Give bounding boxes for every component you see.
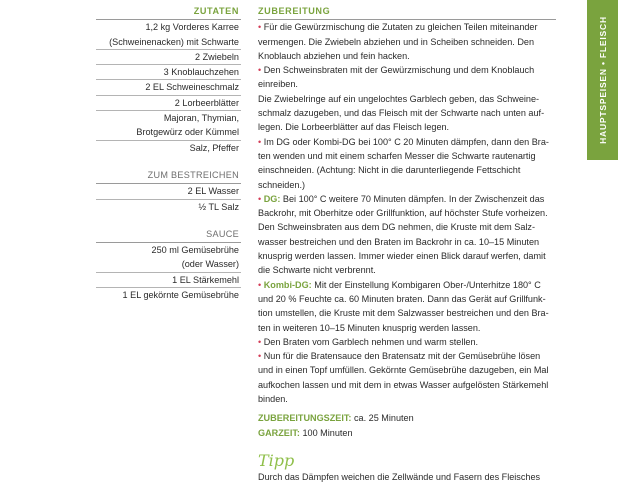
- step-paragraph: [258, 135, 556, 192]
- preparation-column: [258, 4, 556, 484]
- step-text: Nun für die Bratensauce den Bratensatz mit der Gemüsebrühe lösen und in einen Topf umfüllen. Gekörnte Gemüsebrühe dazugeben, ein Mal aufkochen lassen und mit dem in etwas Wasser aufgelösten Stärkemehl binden.: [258, 351, 549, 405]
- bullet-marker: •: [258, 351, 262, 362]
- category-side-tab: [587, 0, 618, 160]
- tip-text: Durch das Dämpfen weichen die Zellwände und Fasern des Fleisches: [258, 471, 541, 482]
- ingredient-line: (Schweinenacken) mit Schwarte: [96, 35, 241, 50]
- prep-time: [258, 411, 556, 425]
- step-paragraph: [258, 349, 556, 406]
- category-label: HAUPTSPEISEN • FLEISCH: [597, 16, 608, 144]
- preparation-heading: ZUBEREITUNG: [258, 4, 556, 20]
- step-paragraph: [258, 20, 556, 63]
- step-text: Im DG oder Kombi-DG bei 100° C 20 Minuten dämpfen, dann den Bra- ten wenden und mit einem scharfen Messer die Schwarte rautenartig einschneiden. (Achtung: Nicht in die darunterliegende Fettschicht schneiden.): [258, 136, 549, 190]
- ingredient-line: 2 EL Wasser: [96, 184, 241, 199]
- ingredient-line: 2 EL Schweineschmalz: [96, 80, 241, 95]
- ingredient-line: Majoran, Thymian,: [163, 113, 239, 124]
- step-paragraph: [258, 192, 556, 278]
- prep-time-label: ZUBEREITUNGSZEIT:: [258, 413, 352, 424]
- step-text: Den Schweinsbraten mit der Gewürzmischung und dem Knoblauch einreiben. Die Zwiebelringe auf ein ungelochtes Garblech geben, das Schweine- schmalz dazugeben, und das Fleisch mit der Schwarte nach unten auf- legen. Die Lorbeerblätter auf das Fleisch legen.: [258, 65, 545, 133]
- bullet-marker: •: [258, 65, 262, 76]
- ingredient-line: (oder Wasser): [96, 257, 241, 272]
- cook-time-value: 100 Minuten: [299, 427, 353, 438]
- bullet-marker: •: [258, 136, 262, 147]
- step-text: Den Braten vom Garblech nehmen und warm stellen.: [263, 336, 479, 347]
- step-text: Bei 100° C weitere 70 Minuten dämpfen. In der Zwischenzeit das Backrohr, mit Oberhitze oder Grillfunktion, auf höchster Stufe vorheizen. Den Schweinsbraten aus dem DG nehmen, die Kruste mit dem Salz- wasser bestreichen und den Braten im Backrohr in ca. 10–15 Minuten knusprig werden lassen. Immer wieder einen Blick darauf werfen, damit die Schwarte nicht verbrennt.: [258, 193, 548, 276]
- ingredients-heading: ZUTATEN: [96, 4, 241, 20]
- ingredient-line: 3 Knoblauchzehen: [96, 65, 241, 80]
- step-paragraph: [258, 335, 556, 349]
- ingredient-line: 250 ml Gemüsebrühe: [151, 245, 239, 256]
- step-text: Mit der Einstellung Kombigaren Ober-/Unterhitze 180° C und 20 % Feuchte ca. 60 Minuten braten. Dann das Gerät auf Grillfunk- tion umstellen, die Kruste mit dem Salzwasser bestreichen und den Bra- ten in weiteren 10–15 Minuten knusprig werden lassen.: [258, 279, 549, 333]
- bullet-marker: •: [258, 336, 262, 347]
- ingredients-column: [96, 4, 241, 302]
- ingredient-line: 2 Zwiebeln: [96, 50, 241, 65]
- step-text: Für die Gewürzmischung die Zutaten zu gleichen Teilen miteinander vermengen. Die Zwiebeln abziehen und in Scheiben schneiden. Den Knoblauch abziehen und fein hacken.: [258, 22, 538, 61]
- cook-time: [258, 426, 556, 440]
- ingredient-line: Salz, Pfeffer: [189, 142, 239, 153]
- cook-time-label: GARZEIT:: [258, 427, 300, 438]
- time-info: [258, 411, 556, 440]
- step-paragraph: [258, 63, 556, 134]
- step-label: Kombi-DG:: [263, 279, 312, 290]
- bestreichen-heading: ZUM BESTREICHEN: [96, 168, 241, 184]
- tip-heading: Tipp: [258, 450, 295, 470]
- ingredient-line: 2 Lorbeerblätter: [96, 96, 241, 111]
- ingredient-line: 1 EL gekörnte Gemüsebrühe: [122, 290, 239, 301]
- ingredient-line: 1,2 kg Vorderes Karree: [145, 22, 239, 33]
- ingredient-line: ½ TL Salz: [198, 201, 239, 212]
- ingredient-line: 1 EL Stärkemehl: [96, 273, 241, 288]
- sauce-heading: SAUCE: [96, 227, 241, 243]
- prep-time-value: ca. 25 Minuten: [351, 413, 414, 424]
- step-paragraph: [258, 278, 556, 335]
- bullet-marker: •: [258, 279, 262, 290]
- bullet-marker: •: [258, 193, 262, 204]
- bullet-marker: •: [258, 22, 262, 33]
- ingredient-line: Brotgewürz oder Kümmel: [96, 125, 241, 140]
- step-label: DG:: [263, 193, 281, 204]
